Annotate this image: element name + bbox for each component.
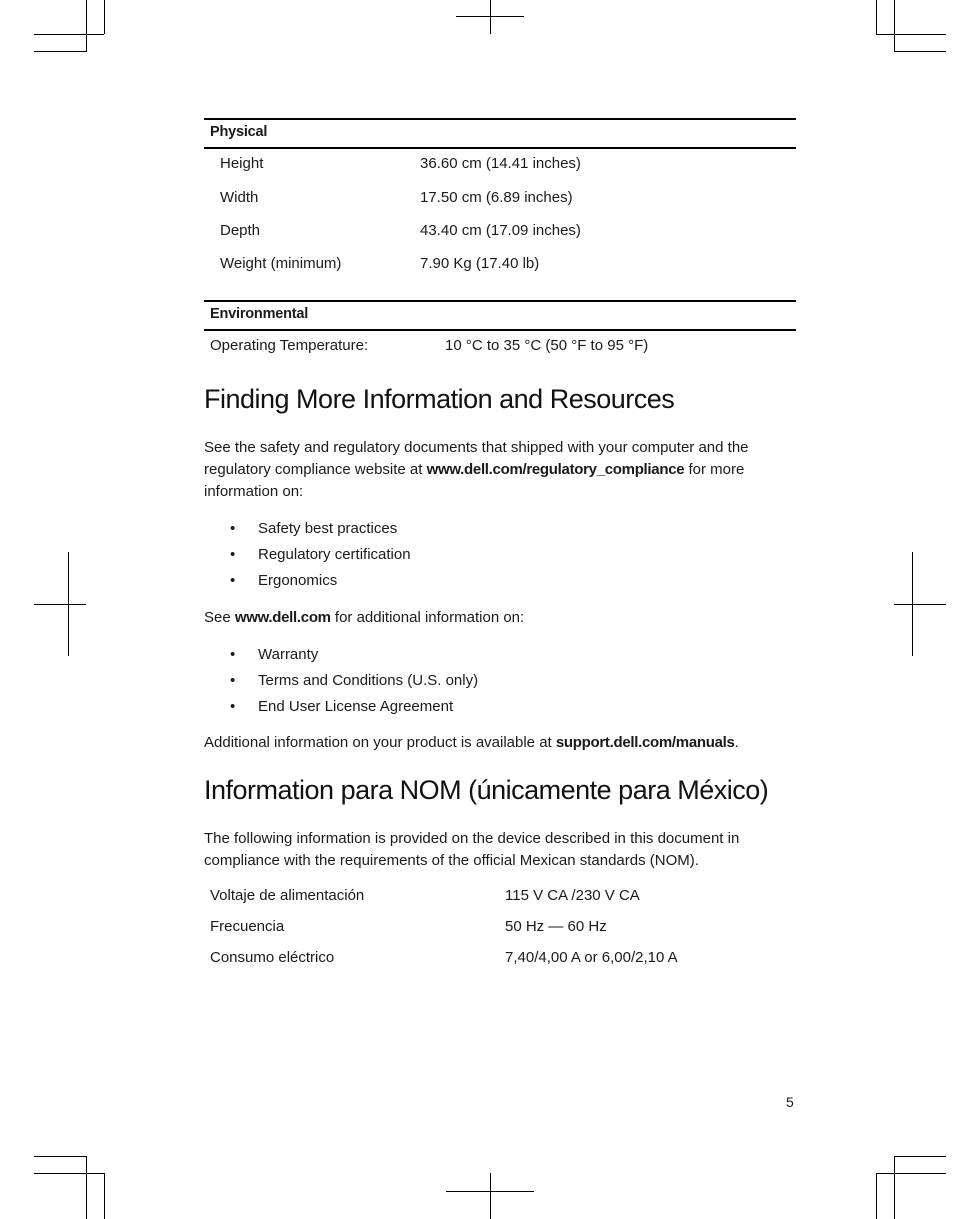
- spec-label: Depth: [220, 222, 261, 239]
- regulatory-compliance-link[interactable]: www.dell.com/regulatory_compliance: [426, 461, 685, 478]
- section-heading: Environmental: [210, 306, 309, 322]
- support-manuals-link[interactable]: support.dell.com/manuals: [555, 734, 735, 751]
- crop-mark: [894, 0, 895, 52]
- crop-mark: [34, 51, 86, 52]
- see-dell-paragraph: [204, 607, 796, 629]
- spec-value: 17.50 cm (6.89 inches): [420, 189, 573, 206]
- table-rule: [204, 329, 796, 331]
- text-run: for additional information on:: [330, 609, 525, 626]
- spec-label: Width: [220, 189, 259, 206]
- crop-mark: [490, 0, 491, 34]
- crop-mark: [876, 0, 877, 34]
- spec-label: Operating Temperature:: [210, 337, 369, 354]
- text-run: .: [734, 734, 739, 751]
- crop-mark: [86, 0, 87, 52]
- list-item: [230, 644, 478, 670]
- crop-mark: [894, 604, 946, 605]
- spec-value: 7.90 Kg (17.40 lb): [420, 255, 540, 272]
- list-item-text: Terms and Conditions (U.S. only): [258, 672, 479, 689]
- crop-mark: [34, 1173, 104, 1174]
- list-item: [230, 570, 411, 596]
- text-run: for more information on:: [204, 461, 745, 500]
- crop-mark: [876, 1173, 877, 1219]
- crop-mark: [894, 1156, 895, 1219]
- page-number: 5: [786, 1094, 794, 1110]
- bullet: •: [230, 520, 236, 537]
- manuals-paragraph: [204, 732, 796, 754]
- nom-value: 50 Hz — 60 Hz: [505, 918, 607, 935]
- list-item: [230, 670, 478, 696]
- list-item-text: End User License Agreement: [258, 698, 454, 715]
- table-rule: [204, 147, 796, 149]
- resources-intro: [204, 437, 796, 503]
- list-item-text: Regulatory certification: [258, 546, 411, 563]
- bullet: •: [230, 546, 236, 563]
- nom-label: Consumo eléctrico: [210, 949, 335, 966]
- bullet: •: [230, 572, 236, 589]
- crop-mark: [34, 1156, 86, 1157]
- list-item: [230, 696, 478, 722]
- bullet: •: [230, 646, 236, 663]
- spec-value: 43.40 cm (17.09 inches): [420, 222, 581, 239]
- section-title: Finding More Information and Resources: [204, 384, 675, 414]
- crop-mark: [894, 51, 946, 52]
- table-rule: [204, 118, 796, 120]
- spec-value: 36.60 cm (14.41 inches): [420, 155, 581, 172]
- spec-value: 10 °C to 35 °C (50 °F to 95 °F): [445, 337, 649, 354]
- section-title: Information para NOM (únicamente para México): [204, 775, 769, 805]
- crop-mark: [876, 1173, 946, 1174]
- nom-value: 7,40/4,00 A or 6,00/2,10 A: [505, 949, 678, 966]
- text-run: Additional information on your product is available at: [204, 734, 556, 751]
- nom-label: Voltaje de alimentación: [210, 887, 365, 904]
- bullet: •: [230, 672, 236, 689]
- crop-mark: [34, 34, 104, 35]
- list-item: [230, 544, 411, 570]
- dell-com-link[interactable]: www.dell.com: [234, 609, 331, 626]
- nom-intro: The following information is provided on the device described in this document in compliance with the requirements of the official Mexican standards (NOM).: [204, 830, 740, 869]
- info-list: [230, 518, 411, 596]
- text-run: See: [204, 609, 235, 626]
- crop-mark: [34, 604, 86, 605]
- crop-mark: [104, 1173, 105, 1219]
- table-rule: [204, 300, 796, 302]
- crop-mark: [86, 1156, 87, 1219]
- nom-label: Frecuencia: [210, 918, 285, 935]
- list-item-text: Ergonomics: [258, 572, 338, 589]
- list-item-text: Safety best practices: [258, 520, 398, 537]
- nom-value: 115 V CA /230 V CA: [505, 887, 640, 904]
- bullet: •: [230, 698, 236, 715]
- list-item: [230, 518, 411, 544]
- spec-label: Height: [220, 155, 264, 172]
- environmental-spec-table: [204, 300, 796, 360]
- crop-mark: [104, 0, 105, 34]
- additional-info-list: [230, 644, 478, 722]
- list-item-text: Warranty: [258, 646, 319, 663]
- section-heading: Physical: [210, 124, 268, 140]
- crop-mark: [894, 1156, 946, 1157]
- physical-spec-table: [204, 118, 796, 278]
- crop-mark: [490, 1173, 491, 1219]
- crop-mark: [876, 34, 946, 35]
- text-run: See the safety and regulatory documents that shipped with your computer and the regulatory compliance website at: [204, 439, 749, 478]
- spec-label: Weight (minimum): [220, 255, 342, 272]
